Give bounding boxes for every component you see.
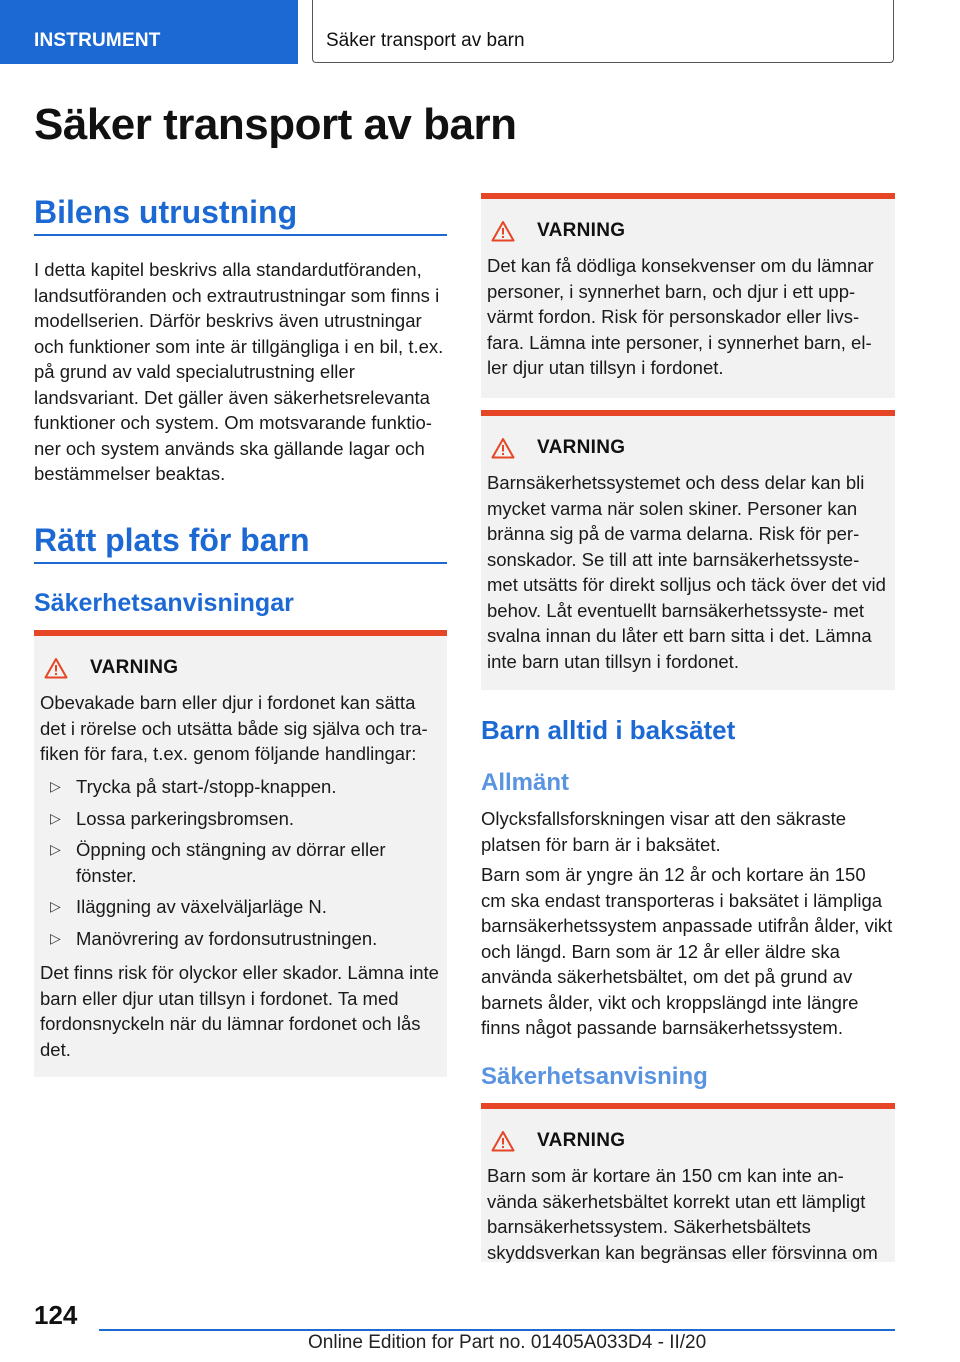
page-title: Säker transport av barn <box>34 100 517 149</box>
subsection-title-allmant: Allmänt <box>481 769 570 796</box>
paragraph-allmant-2: Barn som är yngre än 12 år och kortare än 150 cm ska endast transporteras i baksätet i lämpliga barnsäkerhetssystem anpassade utifrån ålder, vikt och längd. Barn som är 12 år eller äldre ska använda säkerhetsbältet, om det på grund av barnets ålder, vikt och kroppslängd inte längre finns något passande barnsäkerhetssystem. <box>481 864 893 1038</box>
warning-header <box>491 217 625 245</box>
warning-body: Barn som är kortare än 150 cm kan inte an‐ vända säkerhetsbältet korrekt utan ett lämpligt barnsäkerhetssystem. Säkerhetsbältets skyddsverkan kan begränsas eller försvinna om <box>487 1165 878 1263</box>
section-tab <box>0 0 298 64</box>
warning-box <box>481 193 895 398</box>
footer-rule <box>99 1329 895 1331</box>
warning-header <box>44 654 178 682</box>
page-number: 124 <box>34 1300 78 1330</box>
list-item: ▷ Trycka på start-/stopp-knappen. <box>40 774 439 800</box>
section-label: INSTRUMENT <box>34 30 161 51</box>
warning-triangle-icon <box>491 1130 515 1152</box>
section-title-ratt-plats: Rätt plats för barn <box>34 522 310 558</box>
warning-header <box>491 434 625 462</box>
warning-box <box>481 410 895 690</box>
warning-action-list <box>40 774 439 957</box>
warning-header <box>491 1127 625 1155</box>
bullet-triangle-icon: ▷ <box>50 778 61 794</box>
list-item: ▷ Manövrering av fordonsutrustningen. <box>40 926 439 952</box>
warning-intro: Obevakade barn eller djur i fordonet kan sätta det i rörelse och utsätta både sig själva och tra‐ fiken för fara, t.ex. genom följande handlingar: <box>40 692 428 764</box>
footer-edition: Online Edition for Part no. 01405A033D4 - II/20 <box>308 1332 707 1353</box>
section-rule <box>34 562 447 564</box>
section-title-bilens: Bilens utrustning <box>34 194 298 230</box>
list-item: ▷ Lossa parkeringsbromsen. <box>40 806 439 832</box>
warning-box <box>481 1103 895 1262</box>
warning-title: VARNING <box>537 1130 626 1151</box>
warning-body: Det kan få dödliga konsekvenser om du lämnar personer, i synnerhet barn, och djur i ett upp‐ värmt fordon. Risk för personskador eller livs‐ fara. Lämna inte personer, i synnerhet barn, el‐ ler djur utan tillsyn i fordonet. <box>487 255 874 378</box>
subsection-title-sakerhetsanvisning: Säkerhetsanvisning <box>481 1063 708 1090</box>
warning-outro: Det finns risk för olyckor eller skador. Lämna inte barn eller djur utan tillsyn i fordonet. Ta med fordonsnyckeln när du lämnar fordonet och lås det. <box>40 962 439 1060</box>
bullet-triangle-icon: ▷ <box>50 809 61 826</box>
warning-title: VARNING <box>537 220 626 241</box>
warning-body: Barnsäkerhetssystemet och dess delar kan bli mycket varma när solen skiner. Personer kan bränna sig på de varma delarna. Risk för per‐ sonskador. Se till att inte barnsäkerhetssyste‐ met utsätts för direkt solljus och täck över det vid behov. Låt eventuellt barnsäkerhetssyste‐ met svalna innan du låter ett barn sitta i det. Lämna inte barn utan tillsyn i fordonet. <box>487 472 886 672</box>
breadcrumb-text: Säker transport av barn <box>326 30 525 51</box>
paragraph-bilens: I detta kapitel beskrivs alla standardutföranden, landsutföranden och extrautrustningar som finns i modellserien. Därför beskrivs även utrustningar och funktioner som inte är tillgängliga i en bil, t.ex. på grund av vald specialutrustning eller landsvariant. Det gäller även säkerhetsrelevanta funktioner och system. Om motsvarande funktio‐ ner och system används ska gällande lagar och bestämmelser beaktas. <box>34 259 444 484</box>
subsection-title-sakerhetsanvisningar: Säkerhetsanvisningar <box>34 589 294 617</box>
warning-triangle-icon <box>491 220 515 242</box>
breadcrumb <box>312 0 894 63</box>
bullet-triangle-icon: ▷ <box>50 841 61 857</box>
paragraph-allmant-1: Olycksfallsforskningen visar att den säkraste platsen för barn är i baksätet. <box>481 808 847 855</box>
warning-title: VARNING <box>90 657 179 678</box>
warning-title: VARNING <box>537 437 626 458</box>
warning-triangle-icon <box>44 657 68 679</box>
bullet-triangle-icon: ▷ <box>50 929 61 946</box>
warning-triangle-icon <box>491 437 515 459</box>
section-rule <box>34 234 447 236</box>
list-item: ▷ Iläggning av växelväljarläge N. <box>40 894 439 920</box>
warning-box <box>34 630 447 1077</box>
section-title-barn-baksatet: Barn alltid i baksätet <box>481 715 736 745</box>
bullet-triangle-icon: ▷ <box>50 898 61 914</box>
list-item: ▷ Öppning och stängning av dörrar eller fönster. <box>50 839 386 886</box>
